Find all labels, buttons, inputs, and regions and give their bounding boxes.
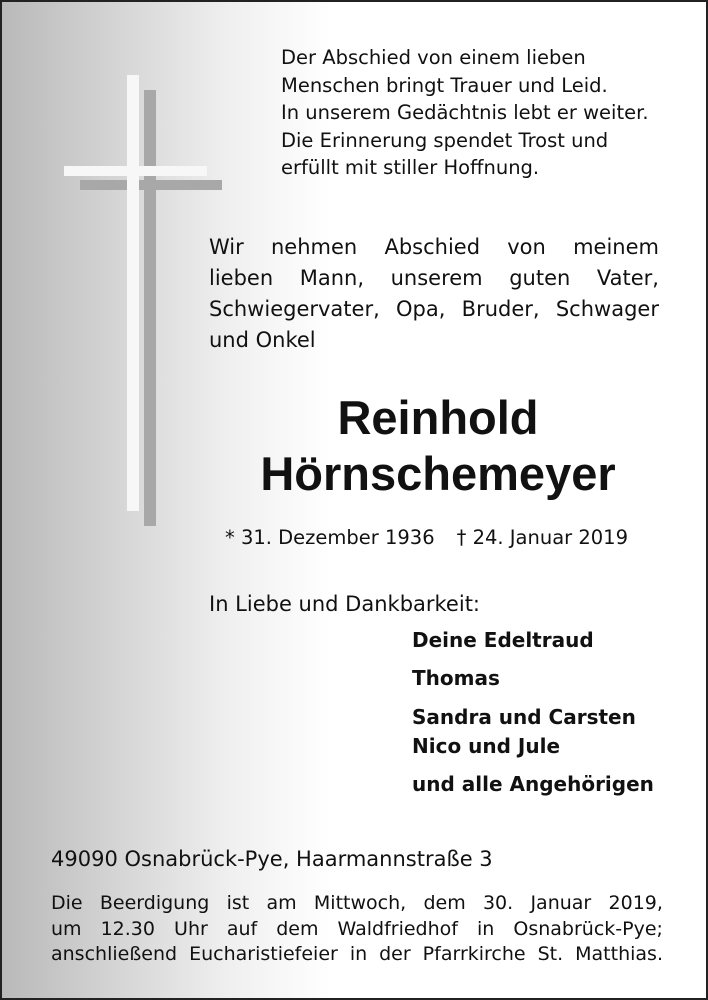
cross-icon bbox=[2, 2, 242, 542]
word: Pfarrkirche bbox=[422, 943, 526, 965]
word: St. bbox=[537, 943, 564, 965]
word: 30. bbox=[482, 892, 514, 914]
funeral-line bbox=[51, 891, 663, 917]
word: Uhr bbox=[174, 917, 208, 940]
address: 49090 Osnabrück-Pye, Haarmannstraße 3 bbox=[51, 847, 493, 871]
word: dem bbox=[423, 892, 466, 914]
life-dates bbox=[225, 526, 628, 549]
deceased-name bbox=[208, 390, 668, 502]
word: dem bbox=[276, 917, 319, 940]
cross-shadow-horizontal bbox=[80, 180, 222, 190]
first-name: Reinhold bbox=[337, 391, 539, 444]
word: in bbox=[477, 917, 495, 940]
mourner-name: Nico und Jule bbox=[412, 734, 561, 758]
word: der bbox=[379, 943, 411, 965]
word: guten bbox=[509, 266, 571, 290]
word: Mann, bbox=[299, 266, 365, 290]
word: nehmen bbox=[271, 235, 358, 259]
word: Bruder, bbox=[461, 297, 540, 321]
word: um bbox=[51, 917, 82, 940]
word: auf bbox=[226, 917, 258, 940]
farewell-text bbox=[209, 232, 659, 356]
word: Schwager bbox=[555, 297, 659, 321]
funeral-line bbox=[51, 917, 663, 943]
poem-line: Menschen bringt Trauer und Leid. bbox=[281, 73, 608, 97]
cross-shadow-vertical bbox=[144, 90, 156, 526]
mourner-name: Sandra und Carsten bbox=[412, 705, 636, 729]
funeral-line bbox=[51, 942, 663, 968]
word: Mittwoch, bbox=[313, 892, 407, 914]
word: Wir bbox=[209, 235, 244, 259]
word: Schwiegervater, bbox=[209, 297, 380, 321]
word: 2019, bbox=[608, 892, 663, 914]
poem-line: Der Abschied von einem lieben bbox=[281, 46, 586, 69]
word: Januar bbox=[530, 892, 592, 914]
word: Osnabrück-Pye; bbox=[513, 917, 663, 940]
farewell-line bbox=[209, 325, 659, 356]
word: Matthias. bbox=[575, 943, 663, 965]
word: am bbox=[266, 892, 297, 914]
word: 12.30 bbox=[100, 917, 155, 940]
farewell-line bbox=[209, 232, 659, 263]
word: Opa, bbox=[396, 297, 446, 321]
funeral-notice bbox=[51, 891, 663, 968]
mourner-name: Deine Edeltraud bbox=[412, 628, 594, 652]
last-name: Hörnschemeyer bbox=[260, 447, 616, 500]
word: meinem bbox=[573, 235, 659, 259]
word: Die bbox=[51, 892, 83, 914]
memorial-poem bbox=[281, 44, 649, 182]
word: Waldfriedhof bbox=[337, 917, 458, 940]
word: in bbox=[349, 943, 368, 965]
mourner-name: und alle Angehörigen bbox=[412, 772, 654, 796]
mourner-name: Thomas bbox=[412, 666, 500, 690]
word: anschließend bbox=[51, 943, 178, 965]
word: Abschied bbox=[384, 235, 481, 259]
cross-vertical-beam bbox=[127, 75, 139, 511]
word: von bbox=[507, 235, 546, 259]
poem-line: Die Erinnerung spendet Trost und bbox=[281, 128, 609, 152]
word: ist bbox=[226, 892, 250, 914]
farewell-line bbox=[209, 294, 659, 325]
word: lieben bbox=[209, 266, 274, 290]
word: Beerdigung bbox=[99, 892, 210, 914]
death-date: † 24. Januar 2019 bbox=[456, 526, 628, 549]
word: und Onkel bbox=[209, 328, 316, 352]
poem-line: erfüllt mit stiller Hoffnung. bbox=[281, 156, 540, 179]
poem-line: In unserem Gedächtnis lebt er weiter. bbox=[281, 101, 649, 124]
mourners-intro: In Liebe und Dankbarkeit: bbox=[209, 592, 481, 616]
birth-date: * 31. Dezember 1936 bbox=[225, 526, 435, 549]
farewell-line bbox=[209, 263, 659, 294]
word: Eucharistiefeier bbox=[189, 943, 338, 965]
cross-horizontal-beam bbox=[64, 166, 207, 176]
word: unserem bbox=[390, 266, 483, 290]
word: Vater, bbox=[596, 266, 659, 290]
